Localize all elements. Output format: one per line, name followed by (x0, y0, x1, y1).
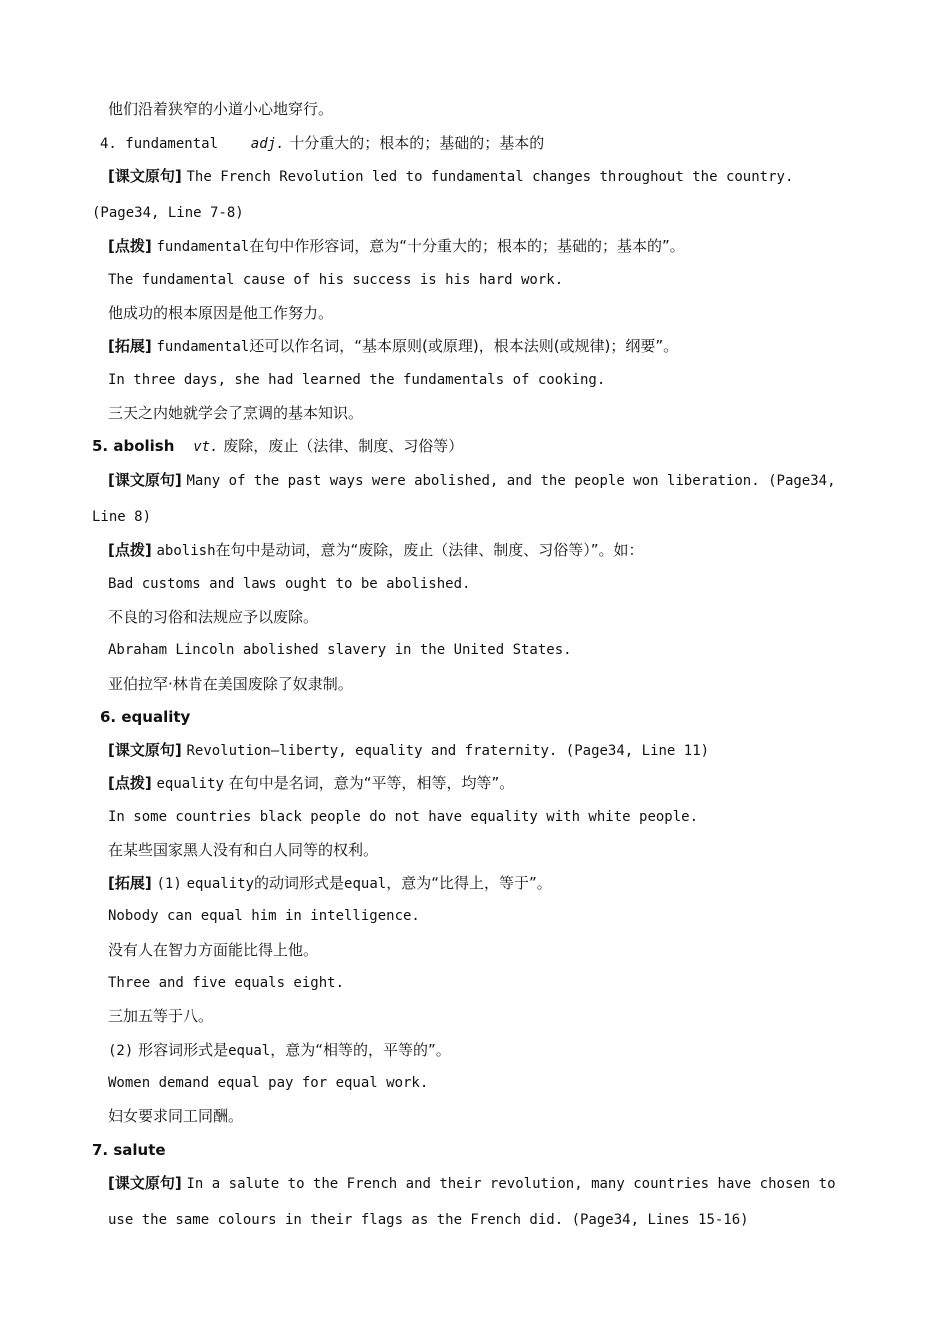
example-text: Many of the past ways were abolished, and the people won liberation. (Page34, (186, 473, 836, 489)
text-line (108, 740, 709, 761)
translation: 妇女要求同工同酬。 (108, 1107, 244, 1125)
text-line (108, 166, 793, 187)
example-text: In a salute to the French and their revolution, many countries have chosen to (186, 1176, 836, 1192)
explanation: 在句中是名词，意为“平等，相等，均等”。 (228, 774, 515, 792)
text-line: 他们沿着狭窄的小道小心地穿行。 (108, 100, 334, 118)
translation: 亚伯拉罕·林肯在美国废除了奴隶制。 (108, 675, 353, 693)
example-sentence: Abraham Lincoln abolished slavery in the United States. (108, 642, 572, 658)
example-sentence: Nobody can equal him in intelligence. (108, 908, 420, 924)
text-line: Line 8) (92, 509, 152, 525)
part-of-speech: vt. (193, 439, 219, 455)
text-line (108, 540, 644, 561)
translation: 没有人在智力方面能比得上他。 (108, 941, 319, 959)
explanation: 形容词形式是 (138, 1041, 229, 1059)
explanation: ，意为“比得上，等于”。 (386, 874, 552, 892)
entry-word: 4. fundamental (100, 136, 219, 152)
example-sentence: In some countries black people do not have equality with white people. (108, 809, 699, 825)
keyword: equality (156, 776, 224, 792)
explanation: 在句中作形容词，意为“十分重大的；根本的；基础的；基本的”。 (249, 237, 685, 255)
translation: 不良的习俗和法规应予以废除。 (108, 608, 319, 626)
section-tag: [课文原句] (108, 1174, 182, 1192)
example-sentence: In three days, she had learned the fundamentals of cooking. (108, 372, 606, 388)
section-tag: [拓展] (108, 337, 152, 355)
translation: 三加五等于八。 (108, 1007, 214, 1025)
part-of-speech: adj. (250, 136, 285, 152)
text-line (108, 1040, 451, 1061)
example-sentence: Bad customs and laws ought to be abolished. (108, 576, 471, 592)
entry-heading-abolish (92, 436, 463, 457)
section-tag: [课文原句] (108, 167, 182, 185)
section-tag: [拓展] (108, 874, 152, 892)
text-line (108, 873, 552, 894)
section-tag: [点拨] (108, 237, 152, 255)
translation: 他成功的根本原因是他工作努力。 (108, 304, 334, 322)
text-line: use the same colours in their flags as the French did. (Page34, Lines 15-16) (108, 1212, 749, 1228)
entry-word: 5. abolish (92, 437, 175, 455)
text-line (108, 336, 678, 357)
entry-heading-equality: 6. equality (100, 708, 191, 726)
explanation: 还可以作名词，“基本原则(或原理)，根本法则(或规律)；纲要”。 (249, 337, 679, 355)
example-sentence: Women demand equal pay for equal work. (108, 1075, 429, 1091)
translation: 在某些国家黑人没有和白人同等的权利。 (108, 841, 379, 859)
keyword: abolish (156, 543, 216, 559)
translation: 三天之内她就学会了烹调的基本知识。 (108, 404, 364, 422)
entry-heading-salute: 7. salute (92, 1141, 166, 1159)
explanation: 在句中是动词，意为“废除，废止（法律、制度、习俗等）”。如： (215, 541, 644, 559)
text-line (108, 470, 836, 491)
section-tag: [课文原句] (108, 471, 182, 489)
keyword: equality (186, 876, 255, 892)
text-line (108, 236, 685, 257)
text-line (108, 1173, 836, 1194)
section-tag: [点拨] (108, 541, 152, 559)
keyword: equal (228, 1043, 271, 1059)
definition: 废除，废止（法律、制度、习俗等） (223, 437, 464, 455)
explanation: 的动词形式是 (254, 874, 345, 892)
example-text: Revolution—liberty, equality and fraternity. (Page34, Line 11) (186, 743, 710, 759)
example-text: The French Revolution led to fundamental changes throughout the country. (186, 169, 794, 185)
entry-heading-fundamental (100, 133, 544, 154)
section-tag: [点拨] (108, 774, 152, 792)
section-tag: [课文原句] (108, 741, 182, 759)
text-line: (Page34, Line 7-8) (92, 205, 244, 221)
text-line (108, 773, 514, 794)
list-number: (1) (156, 876, 182, 892)
example-sentence: Three and five equals eight. (108, 975, 345, 991)
definition: 十分重大的；根本的；基础的；基本的 (289, 134, 545, 152)
explanation: ，意为“相等的，平等的”。 (270, 1041, 451, 1059)
list-number: (2) (108, 1043, 134, 1059)
keyword: equal (344, 876, 387, 892)
example-sentence: The fundamental cause of his success is his hard work. (108, 272, 564, 288)
keyword: fundamental (156, 239, 250, 255)
keyword: fundamental (156, 339, 250, 355)
